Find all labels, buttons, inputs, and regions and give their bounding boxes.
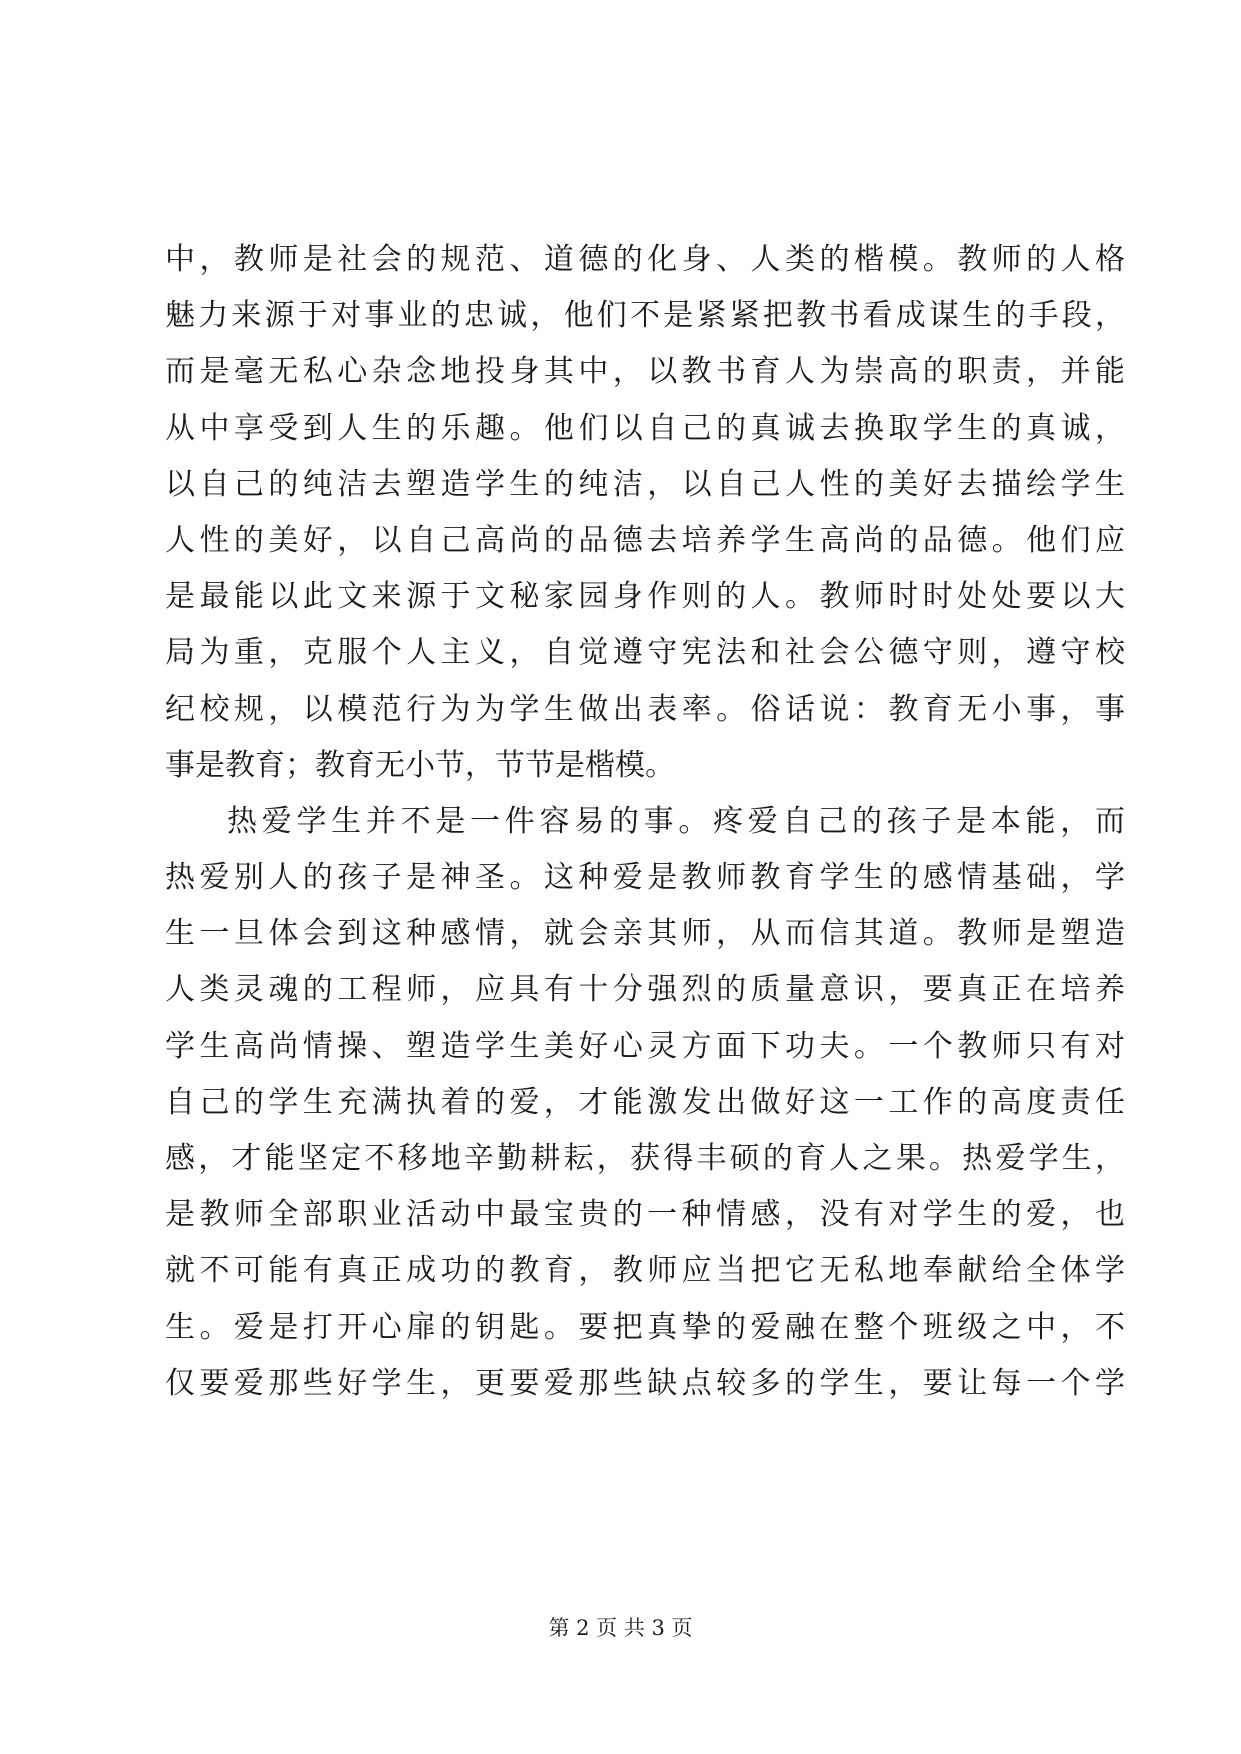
text-line: 是最能以此文来源于文秘家园身作则的人。教师时时处处要以大 [165,579,1125,615]
text-line: 就不可能有真正成功的教育，教师应当把它无私地奉献给全体学 [165,1253,1125,1289]
body-text [165,232,1125,1412]
text-line: 而是毫无私心杂念地投身其中，以教书育人为崇高的职责，并能 [165,354,1125,390]
text-line: 人类灵魂的工程师，应具有十分强烈的质量意识，要真正在培养 [165,972,1125,1008]
text-line: 中，教师是社会的规范、道德的化身、人类的楷模。教师的人格 [165,242,1125,277]
text-line: 热爱别人的孩子是神圣。这种爱是教师教育学生的感情基础，学 [165,860,1125,896]
text-line: 仅要爱那些好学生，更要爱那些缺点较多的学生，要让每一个学 [165,1365,1125,1401]
text-line: 事是教育；教育无小节，节节是楷模。 [165,747,675,783]
text-line: 自己的学生充满执着的爱，才能激发出做好这一工作的高度责任 [165,1084,1125,1120]
text-line: 感，才能坚定不移地辛勤耕耘，获得丰硕的育人之果。热爱学生， [165,1141,1125,1176]
text-line: 以自己的纯洁去塑造学生的纯洁，以自己人性的美好去描绘学生 [165,466,1125,502]
text-line: 从中享受到人生的乐趣。他们以自己的真诚去换取学生的真诚， [165,410,1125,446]
text-line: 魅力来源于对事业的忠诚，他们不是紧紧把教书看成谋生的手段， [165,298,1125,334]
text-line: 学生高尚情操、塑造学生美好心灵方面下功夫。一个教师只有对 [165,1028,1125,1064]
text-line: 热爱学生并不是一件容易的事。疼爱自己的孩子是本能，而 [227,803,1125,839]
text-line: 是教师全部职业活动中最宝贵的一种情感，没有对学生的爱，也 [165,1197,1125,1233]
text-line: 局为重，克服个人主义，自觉遵守宪法和社会公德守则，遵守校 [165,635,1125,671]
text-line: 纪校规，以模范行为为学生做出表率。俗话说：教育无小事，事 [165,691,1125,727]
page-number-footer: 第 2 页 共 3 页 [548,1616,693,1640]
text-line: 生一旦体会到这种感情，就会亲其师，从而信其道。教师是塑造 [165,916,1125,952]
text-line: 生。爱是打开心扉的钥匙。要把真挚的爱融在整个班级之中，不 [165,1309,1125,1345]
text-line: 人性的美好，以自己高尚的品德去培养学生高尚的品德。他们应 [165,522,1125,558]
